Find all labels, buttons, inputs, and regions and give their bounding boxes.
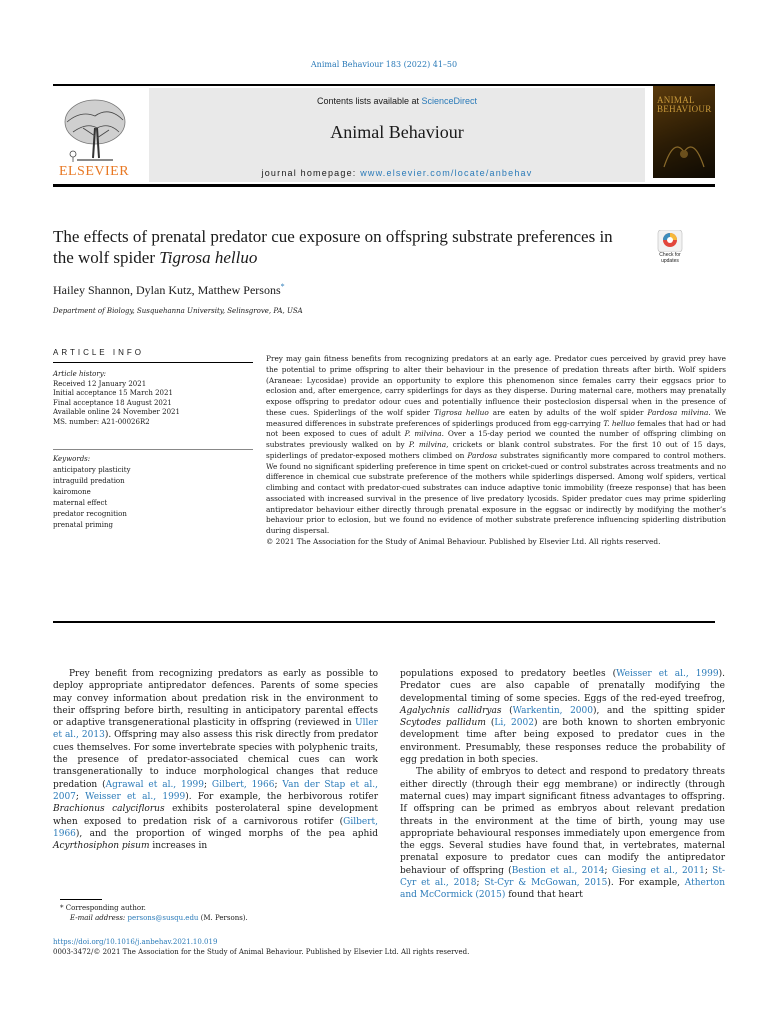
reference-link[interactable]: Uller et al., 2013: [53, 718, 378, 741]
keyword: kairomone: [53, 488, 91, 496]
journal-title: Animal Behaviour: [330, 122, 464, 142]
history-item: Received 12 January 2021: [53, 379, 147, 388]
footnote-mark: *: [60, 904, 64, 912]
body-column-left: [53, 668, 378, 852]
journal-cover-image[interactable]: [653, 86, 715, 178]
keyword: predator recognition: [53, 510, 127, 518]
body-text: The ability of embryos to detect and respond to predatory threats either directly (through their egg membrane) or indirectly (through maternal cues) may impart significant fitness advantages to offspring. If offspring can be primed as embryos about relevant predation threats in the environment at the time of birth, young may use appropriate behavioural responses immediately upon emergence from the eggs. Several studies have found that, in vertebrates, maternal prenatal exposure to predator cues can modify the antipredator behaviour of offspring (: [400, 767, 725, 876]
reference-link[interactable]: Warkentin, 2000: [512, 705, 593, 716]
sciencedirect-link[interactable]: ScienceDirect: [421, 96, 478, 106]
abstract-species: Tigrosa helluo: [433, 407, 489, 417]
article-info-heading: ARTICLE INFO: [53, 348, 144, 357]
reference-link[interactable]: Atherton and McCormick (2015): [400, 878, 726, 901]
abstract-text: Prey may gain fitness benefits from recognizing predators at an early age. Predator cues perceived by gravid prey have the potential to prime offspring to alter their behaviour in the presence of predation threats after birth. Wolf spiders (Araneae: Lycosidae) provide an opportunity to explore this phenomenon since females carry their eggsacs prior to eclosion and, after emergence, carry spiderlings for days as they disperse. During maternal care, mothers may prenatally expose offspring to predator odour cues and potentially influence their posteclosion dispersal when in the presence of these cues. Spiderlings of the wolf spider: [266, 354, 726, 417]
history-item: Final acceptance 18 August 2021: [53, 398, 172, 407]
article-history: [53, 370, 253, 428]
reference-link[interactable]: Giesing et al., 2011: [611, 865, 705, 876]
homepage-link[interactable]: www.elsevier.com/locate/anbehav: [360, 168, 533, 178]
species-name: Brachionus calyciflorus: [53, 804, 165, 815]
reference-link[interactable]: Gilbert, 1966: [53, 816, 378, 839]
abstract-species: Pardosa milvina: [647, 407, 709, 417]
body-text: ). Offspring may also assess this risk directly from predator cues themselves. For some invertebrate species with polyphenic traits, the presence of predator-associated chemical cues can work transgenerationally to induce morphological changes that reduce predation (: [53, 730, 378, 790]
body-text: ;: [203, 779, 212, 790]
body-text: ;: [604, 865, 612, 876]
keyword: anticipatory plasticity: [53, 466, 131, 474]
corresponding-note: [60, 903, 248, 913]
species-name: Scytodes pallidum: [400, 718, 486, 729]
abstract-text: , crickets or blank control substrates. For the first 10 out of 15 days, spiderlings of predator-exposed mothers climbed on: [266, 440, 726, 460]
article-info-rule: [53, 362, 253, 363]
article-title: [53, 226, 633, 268]
body-text: found that heart: [505, 890, 583, 901]
body-text: ;: [704, 865, 713, 876]
authors-text: Hailey Shannon, Dylan Kutz, Matthew Persons: [53, 283, 281, 297]
keywords: [53, 454, 253, 531]
body-paragraph: [400, 668, 725, 766]
homepage-prefix: journal homepage:: [261, 168, 361, 178]
abstract-text: . We measured differences in substrate preferences of spiderlings produced from egg-carrying: [266, 407, 727, 428]
abstract-text: females that had or had not been exposed to cues of adult: [266, 418, 726, 439]
body-text: exhibits posterolateral spine development when exposed to predation risk of a carnivorous rotifer (: [53, 804, 378, 827]
doi-link[interactable]: https://doi.org/10.1016/j.anbehav.2021.10.019: [53, 938, 218, 946]
body-text: ). For example,: [607, 878, 685, 889]
reference-link[interactable]: Gilbert, 1966: [211, 779, 275, 790]
header-bottom-rule: [53, 184, 715, 187]
body-text: increases in: [149, 841, 208, 852]
body-text: ). Predator cues are also capable of prenatally modifying the developmental timing of some species. Eggs of the red-eyed treefrog,: [400, 669, 725, 704]
email-label: E-mail address:: [70, 914, 128, 922]
elsevier-wordmark: ELSEVIER: [58, 164, 130, 179]
crossmark-label: Check for updates: [659, 252, 681, 264]
reference-link[interactable]: Van der Stap et al., 2007: [53, 779, 378, 802]
history-item: Initial acceptance 15 March 2021: [53, 389, 173, 398]
keywords-label: Keywords:: [53, 455, 91, 463]
article-title-text: The effects of prenatal predator cue exposure on offspring substrate preferences in the wolf spider: [53, 227, 613, 267]
body-text: Prey benefit from recognizing predators as early as possible to deploy appropriate antipredator defences. Parents of some species may convey information about predation risk in the environment to their offspring before birth, resulting in anticipatory parental effects or adaptive transgenerational plasticity in offspring (reviewed in: [53, 669, 378, 729]
body-text: ). For example, the herbivorous rotifer: [185, 791, 378, 802]
body-text: ) are both known to shorten embryonic development time after being exposed to predator cues in the environment. Presumably, these responses reduce the probability of egg predation in both species.: [400, 718, 726, 766]
body-text: ), and the spitting spider: [592, 705, 725, 716]
reference-link[interactable]: St-Cyr et al., 2018: [400, 865, 725, 889]
journal-header: [53, 84, 715, 188]
reference-link[interactable]: St-Cyr & McGowan, 2015: [484, 878, 608, 889]
body-text: ;: [75, 791, 86, 802]
header-top-rule: [53, 84, 715, 86]
body-text: (: [501, 705, 513, 716]
header-panel: [149, 88, 645, 182]
body-text: ;: [476, 878, 485, 889]
abstract-text: substrates significantly more compared to control mothers. We found no significant spiderling preference in time spent on cricket-cued or control substrates across treatments and no difference in chemical cue substrate preference of the mothers while spiderlings dispersed. Among wolf spiders, vertical climbing and contact with predator-cued substrates can induce adaptive tonic immobility (freeze response) that has been associated with increased survival in the presence of live predatory lycosids. Spider predator cues may prime spiderling antipredator behaviour either directly through prenatal exposure in the eggsac or indirectly by modifying the mother’s behaviour prior to eclosion, but we found no evidence of mother substrate preference influencing spiderling distribution during dispersal.: [266, 450, 726, 535]
body-paragraph: [400, 766, 725, 901]
corresponding-label: Corresponding author.: [65, 904, 146, 912]
issn-copyright: 0003-3472/© 2021 The Association for the Study of Animal Behaviour. Published by Elsevier Ltd. All rights reserved.: [53, 948, 470, 956]
keywords-rule: [53, 449, 253, 450]
abstract: [266, 354, 726, 548]
cover-ornament-icon: [659, 132, 709, 172]
article-title-species: Tigrosa helluo: [159, 248, 258, 267]
footnote: [60, 903, 248, 923]
abstract-species: Pardosa: [467, 450, 498, 460]
contents-prefix: Contents lists available at: [316, 96, 422, 106]
author-list: [53, 282, 285, 298]
crossmark-icon: [652, 230, 688, 252]
body-paragraph: [53, 668, 378, 852]
reference-link[interactable]: Li, 2002: [494, 718, 534, 729]
history-label: Article history:: [53, 370, 107, 378]
body-text: (: [485, 718, 495, 729]
abstract-copyright: © 2021 The Association for the Study of Animal Behaviour. Published by Elsevier Ltd. All rights reserved.: [266, 536, 661, 546]
section-divider: [53, 621, 715, 623]
reference-link[interactable]: Bestion et al., 2014: [511, 865, 605, 876]
history-item: Available online 24 November 2021: [53, 408, 180, 417]
reference-link[interactable]: Agrawal et al., 1999: [105, 779, 204, 790]
reference-link[interactable]: Weisser et al., 1999: [85, 791, 186, 802]
corresponding-author-mark[interactable]: *: [280, 282, 285, 291]
reference-link[interactable]: Weisser et al., 1999: [616, 669, 719, 679]
check-for-updates-badge[interactable]: [652, 230, 688, 270]
email-note: [60, 913, 248, 923]
species-name: Agalychnis callidryas: [400, 705, 502, 716]
journal-citation[interactable]: Animal Behaviour 183 (2022) 41–50: [310, 60, 458, 69]
species-name: Acyrthosiphon pisum: [53, 841, 150, 852]
homepage-line: [149, 168, 645, 178]
body-text: ), and the proportion of winged morphs of the pea aphid: [75, 828, 378, 839]
keyword: intraguild predation: [53, 477, 125, 485]
contents-line: [149, 96, 645, 106]
abstract-species: P. milvina: [404, 429, 442, 439]
footnote-rule: [60, 899, 102, 900]
body-column-right: [400, 668, 725, 902]
cover-title: ANIMAL BEHAVIOUR: [657, 95, 712, 114]
abstract-text: are eaten by adults of the wolf spider: [488, 407, 648, 417]
email-owner: (M. Persons).: [198, 914, 248, 922]
body-text: ;: [274, 779, 283, 790]
keyword: prenatal priming: [53, 521, 114, 529]
affiliation: Department of Biology, Susquehanna University, Selinsgrove, PA, USA: [53, 307, 303, 315]
keyword: maternal effect: [53, 499, 108, 507]
abstract-species: P. milvina: [408, 440, 447, 449]
abstract-species: T. helluo: [603, 418, 635, 428]
email-link[interactable]: persons@susqu.edu: [127, 914, 199, 922]
body-text: populations exposed to predatory beetles (: [400, 669, 617, 679]
history-item: MS. number: A21-00026R2: [53, 417, 150, 426]
abstract-text: . Over a 15-day period we counted the number of offspring climbing on substrates previously walked on by: [266, 429, 726, 449]
